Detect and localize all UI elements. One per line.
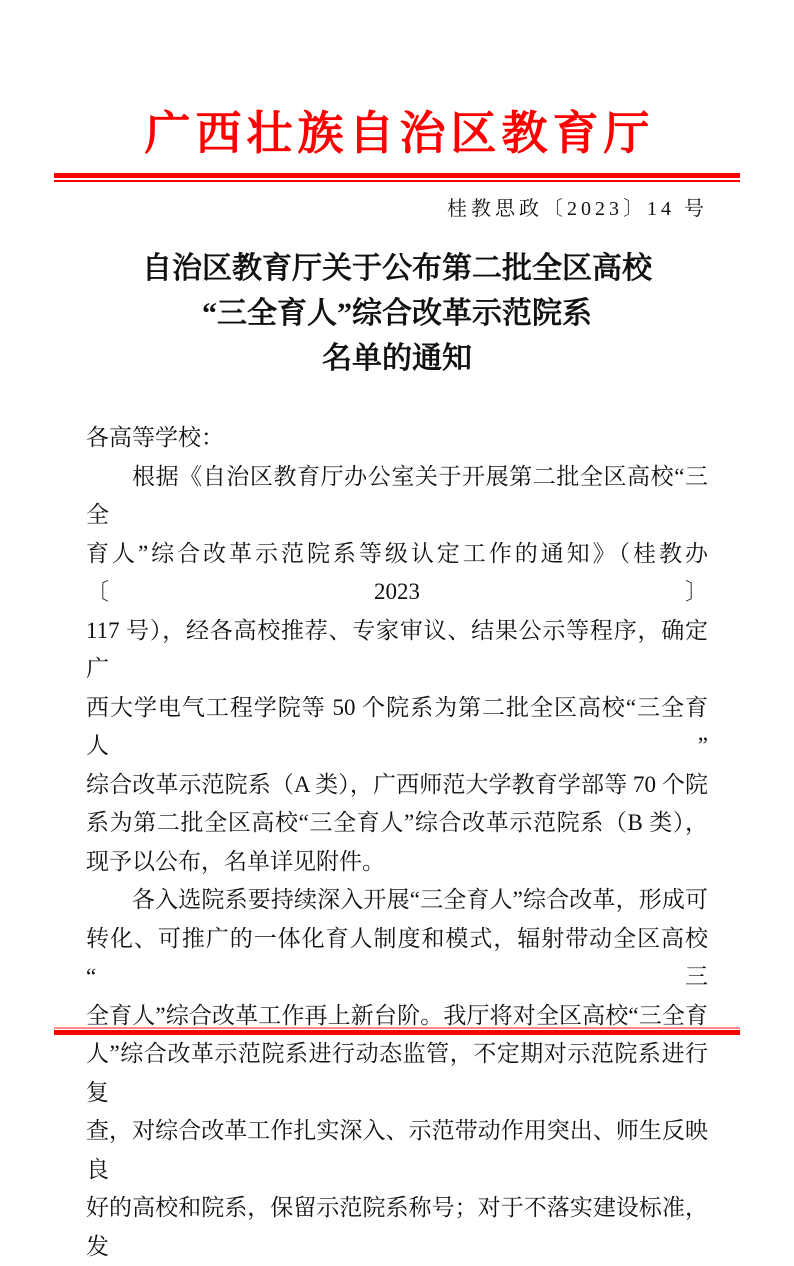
body-line: 根据《自治区教育厅办公室关于开展第二批全区高校“三全 (86, 458, 708, 535)
salutation: 各高等学校： (86, 419, 708, 458)
body-line: 查，对综合改革工作扎实深入、示范带动作用突出、师生反映良 (86, 1112, 708, 1189)
document-body (86, 419, 708, 1266)
body-line: 综合改革示范院系（A 类），广西师范大学教育学部等 70 个院 (86, 766, 708, 805)
body-paragraph (86, 458, 708, 882)
document-content (86, 196, 708, 1266)
body-line: 各入选院系要持续深入开展“三全育人”综合改革，形成可 (86, 881, 708, 920)
footer-rule-thin (54, 1027, 740, 1029)
body-paragraph (86, 881, 708, 1266)
body-line: 转化、可推广的一体化育人制度和模式，辐射带动全区高校“三 (86, 920, 708, 997)
body-line: 系为第二批全区高校“三全育人”综合改革示范院系（B 类）， (86, 804, 708, 843)
body-line: 117 号），经各高校推荐、专家审议、结果公示等程序，确定广 (86, 612, 708, 689)
document-title (86, 246, 708, 381)
letterhead-title: 广西壮族自治区教育厅 (0, 0, 794, 162)
document-number: 桂教思政〔2023〕14 号 (86, 196, 708, 222)
body-line: 好的高校和院系，保留示范院系称号；对于不落实建设标准，发 (86, 1189, 708, 1266)
title-line-1: 自治区教育厅关于公布第二批全区高校 (86, 246, 708, 291)
body-line: 现予以公布，名单详见附件。 (86, 843, 708, 882)
body-paragraphs (86, 458, 708, 1266)
body-line: 人”综合改革示范院系进行动态监管，不定期对示范院系进行复 (86, 1035, 708, 1112)
footer-rule-thick (54, 1030, 740, 1035)
body-line: 西大学电气工程学院等 50 个院系为第二批全区高校“三全育人” (86, 689, 708, 766)
title-line-2: “三全育人”综合改革示范院系 (86, 291, 708, 336)
footer-double-rule (54, 1027, 740, 1035)
body-line: 全育人”综合改革工作再上新台阶。我厅将对全区高校“三全育 (86, 997, 708, 1036)
header-rule-thick (54, 173, 740, 178)
body-line: 育人”综合改革示范院系等级认定工作的通知》（桂教办〔2023〕 (86, 535, 708, 612)
header-double-rule (54, 173, 740, 182)
header-rule-thin (54, 180, 740, 182)
title-line-3: 名单的通知 (86, 336, 708, 381)
